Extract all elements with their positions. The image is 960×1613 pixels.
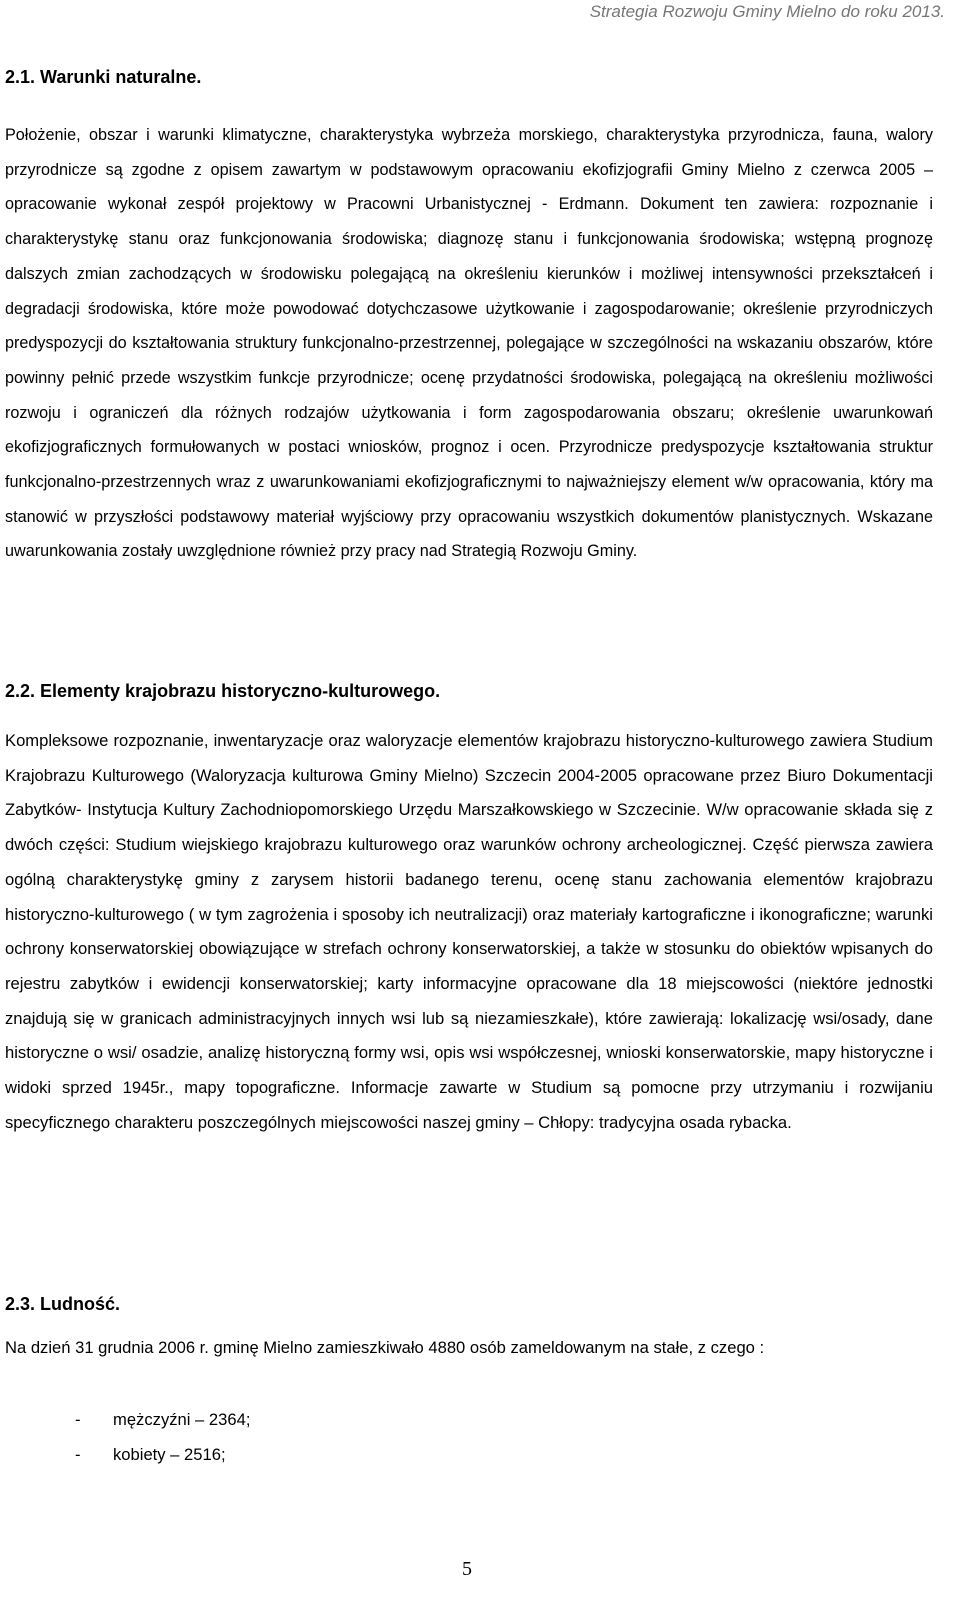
list-item [75,1403,250,1438]
running-header: Strategia Rozwoju Gminy Mielno do roku 2013. [589,2,945,21]
population-list [75,1403,250,1472]
section-heading-natural-conditions: 2.1. Warunki naturalne. [5,67,202,87]
list-dash: - [75,1444,81,1464]
list-item-label: kobiety – 2516; [113,1444,226,1464]
paragraph-landscape: Kompleksowe rozpoznanie, inwentaryzacje oraz waloryzacje elementów krajobrazu historyczno-kulturowego zawiera Studium Krajobrazu Kulturowego (Waloryzacja kulturowa Gminy Mielno) Szczecin 2004-2005 opracowane przez Biuro Dokumentacji Zabytków- Instytucja Kultury Zachodniopomorskiego Urzędu Marszałkowskiego w Szczecinie. W/w opracowanie składa się z dwóch części: Studium wiejskiego krajobrazu kulturowego oraz warunków ochrony archeologicznej. Część pierwsza zawiera ogólną charakterystykę gminy z zarysem historii badanego terenu, ocenę stanu zachowania elementów krajobrazu historyczno-kulturowego ( w tym zagrożenia i sposoby ich neutralizacji) oraz materiały kartograficzne i ikonograficzne; warunki ochrony konserwatorskiej obowiązujące w strefach ochrony konserwatorskiej, a także w stosunku do obiektów wpisanych do rejestru zabytków i ewidencji konserwatorskiej; karty informacyjne opracowane dla 18 miejscowości (niektóre jednostki znajdują się w granicach administracyjnych innych wsi lub są niezamieszkałe), które zawierają: lokalizację wsi/osady, dane historyczne o wsi/ osadzie, analizę historyczną formy wsi, opis wsi współczesnej, wnioski konserwatorskie, mapy historyczne i widoki sprzed 1945r., mapy topograficzne. Informacje zawarte w Studium są pomocne przy utrzymaniu i rozwijaniu specyficznego charakteru poszczególnych miejscowości naszej gminy – Chłopy: tradycyjna osada rybacka. [5,731,933,1132]
page-number: 5 [462,1558,472,1580]
list-dash: - [75,1410,81,1429]
paragraph-population: Na dzień 31 grudnia 2006 r. gminę Mielno zamieszkiwało 4880 osób zameldowanym na stałe, z czego : [5,1338,765,1357]
section-heading-landscape: 2.2. Elementy krajobrazu historyczno-kulturowego. [5,681,441,701]
section-heading-population: 2.3. Ludność. [5,1294,121,1314]
list-item [75,1438,250,1473]
paragraph-natural-conditions: Położenie, obszar i warunki klimatyczne, charakterystyka wybrzeża morskiego, charakterystyka przyrodnicza, fauna, walory przyrodnicze są zgodne z opisem zawartym w podstawowym opracowaniu ekofizjografii Gminy Mielno z czerwca 2005 – opracowanie wykonał zespół projektowy w Pracowni Urbanistycznej - Erdmann. Dokument ten zawiera: rozpoznanie i charakterystykę stanu oraz funkcjonowania środowiska; diagnozę stanu i funkcjonowania środowiska; wstępną prognozę dalszych zmian zachodzących w środowisku polegającą na określeniu kierunków i możliwej intensywności przekształceń i degradacji środowiska, które może powodować dotychczasowe użytkowanie i zagospodarowanie; określenie przyrodniczych predyspozycji do kształtowania struktury funkcjonalno-przestrzennej, polegające w szczególności na wskazaniu obszarów, które powinny pełnić przede wszystkim funkcje przyrodnicze; ocenę przydatności środowiska, polegającą na określeniu możliwości rozwoju i ograniczeń dla różnych rodzajów użytkowania i form zagospodarowania obszaru; określenie uwarunkowań ekofizjograficznych formułowanych w postaci wniosków, prognoz i ocen. Przyrodnicze predyspozycje kształtowania struktur funkcjonalno-przestrzennych wraz z uwarunkowaniami ekofizjograficznymi to najważniejszy element w/w opracowania, który ma stanowić w przyszłości podstawowy materiał wyjściowy przy opracowaniu wszystkich dokumentów planistycznych. Wskazane uwarunkowania zostały uwzględnione również przy pracy nad Strategią Rozwoju Gminy. [5,126,933,561]
list-item-label: mężczyźni – 2364; [113,1410,251,1429]
